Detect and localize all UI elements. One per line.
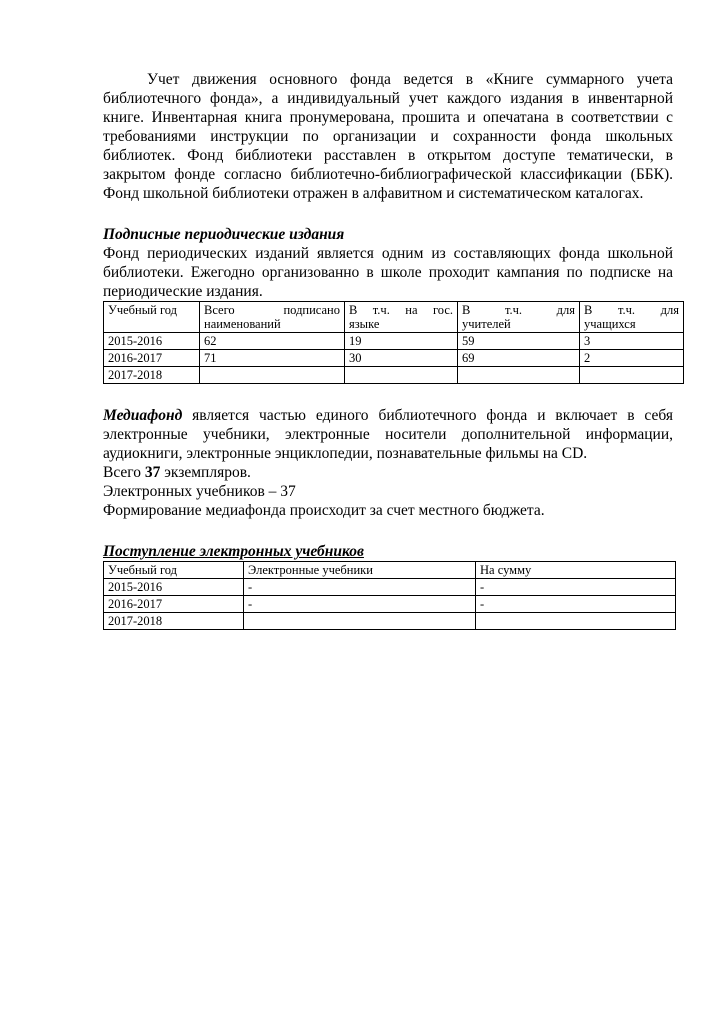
header-cell-total: Всего подписано наименований <box>200 302 345 333</box>
media-fund-text: является частью единого библиотечного фонда и включает в себя электронные учебники, электронные носители дополнительной информации, аудиокниги, электронные энциклопедии, познавательные фильмы на CD. <box>103 407 673 462</box>
table-cell: 2017-2018 <box>104 613 244 630</box>
table-cell <box>244 613 476 630</box>
table-row <box>104 579 676 596</box>
media-fund-paragraph <box>103 406 673 463</box>
header-cell-teachers: В т.ч. для учителей <box>458 302 580 333</box>
table-cell: - <box>244 596 476 613</box>
table-cell: 2017-2018 <box>104 367 200 384</box>
header-cell-ebooks: Электронные учебники <box>244 562 476 579</box>
header-cell-year: Учебный год <box>104 302 200 333</box>
fund-accounting-paragraph: Учет движения основного фонда ведется в «Книге суммарного учета библиотечного фонда», а индивидуальный учет каждого издания в инвентарной книге. Инвентарная книга пронумерована, прошита и опечатана в соответствии с требованиями инструкции по организации и сохранности фонда школьных библиотек. Фонд библиотеки расставлен в открытом доступе тематически, в закрытом фонде согласно библиотечно-библиографической классификации (ББК). Фонд школьной библиотеки отражен в алфавитном и систематическом каталогах. <box>103 71 673 202</box>
periodicals-table <box>103 301 684 384</box>
media-total-line: Всего 37 экземпляров. <box>103 464 251 481</box>
table-cell: 2015-2016 <box>104 333 200 350</box>
header-cell-year: Учебный год <box>104 562 244 579</box>
periodicals-paragraph: Фонд периодических изданий является одним из составляющих фонда школьной библиотеки. Ежегодно организованно в школе проходит кампания по подписке на периодические издания. <box>103 245 673 300</box>
ebooks-table-header-row <box>104 562 676 579</box>
table-cell <box>476 613 676 630</box>
periodicals-heading: Подписные периодические издания <box>103 226 345 243</box>
table-cell <box>580 367 684 384</box>
header-cell-students: В т.ч. для учащихся <box>580 302 684 333</box>
table-cell: 2015-2016 <box>104 579 244 596</box>
table-cell <box>200 367 345 384</box>
media-total-value: 37 <box>144 464 161 481</box>
table-cell: 2 <box>580 350 684 367</box>
periodicals-table-header-row <box>104 302 684 333</box>
table-cell: 59 <box>458 333 580 350</box>
header-cell-state-language: В т.ч. на гос. языке <box>345 302 458 333</box>
ebooks-heading: Поступление электронных учебников <box>103 543 364 560</box>
document-content <box>103 70 679 630</box>
table-cell: - <box>476 579 676 596</box>
ebooks-count-line: Электронных учебников – 37 <box>103 483 296 500</box>
table-cell <box>345 367 458 384</box>
table-row <box>104 333 684 350</box>
table-cell <box>458 367 580 384</box>
table-row <box>104 613 676 630</box>
table-cell: 3 <box>580 333 684 350</box>
table-cell: 19 <box>345 333 458 350</box>
ebooks-table <box>103 561 676 630</box>
table-cell: 2016-2017 <box>104 596 244 613</box>
table-cell: - <box>476 596 676 613</box>
table-cell: 71 <box>200 350 345 367</box>
table-row <box>104 350 684 367</box>
table-row <box>104 596 676 613</box>
table-cell: 62 <box>200 333 345 350</box>
table-cell: - <box>244 579 476 596</box>
table-row <box>104 367 684 384</box>
table-cell: 2016-2017 <box>104 350 200 367</box>
media-fund-term: Медиафонд <box>103 407 183 424</box>
table-cell: 30 <box>345 350 458 367</box>
header-cell-sum: На сумму <box>476 562 676 579</box>
media-budget-line: Формирование медиафонда происходит за счет местного бюджета. <box>103 502 545 519</box>
table-cell: 69 <box>458 350 580 367</box>
